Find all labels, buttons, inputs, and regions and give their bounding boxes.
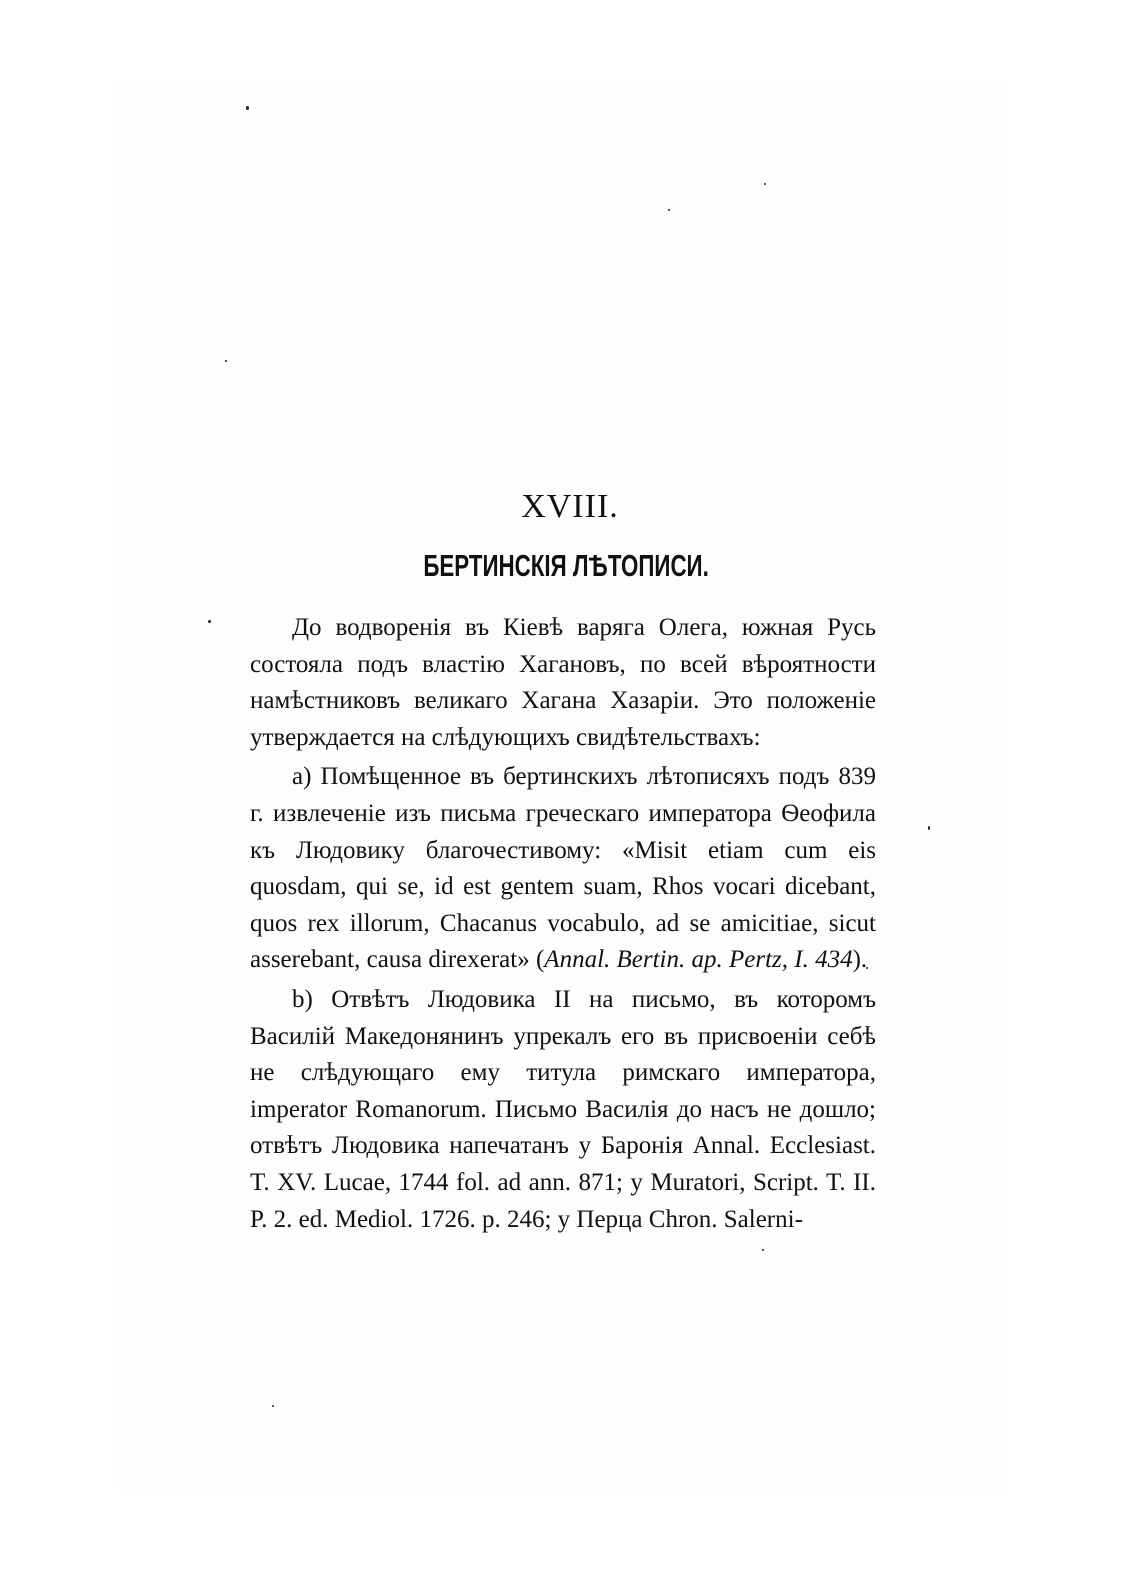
paragraph-text: a) Помѣщенное въ бертинскихъ лѣтописяхъ подъ 839 г. извлеченіе изъ письма греческаго императора Ѳеофила къ Людовику благочестивому: «Misit etiam cum eis quosdam, qui se, id est gentem suam, Rhos vocari dicebant, quos rex illorum, Chacanus vocabulo, ad se amicitiae, sicut asserebant, causa direxerat» ( [250,763,876,974]
citation-reference: Annal. Bertin. ap. Pertz, I. 434 [544,946,853,974]
paragraph-text: До водворенія въ Кіевѣ варяга Олега, южная Русь состояла подъ властію Хагановъ, по всей вѣроятности намѣстниковъ великаго Хагана Хазаріи. Это положеніе утверждается на слѣдующихъ свидѣтельствахъ: [250,614,876,751]
ink-speck [225,360,227,362]
ink-speck [764,183,766,185]
chapter-number: XVIII. [521,488,619,525]
paragraph-text: b) Отвѣтъ Людовика II на письмо, въ которомъ Василій Македонянинъ упрекалъ его въ присвоеніи себѣ не слѣдующаго ему титула римскаго императора, imperator Romanorum. Письмо Василія до насъ не дошло; отвѣтъ Людовика напечатанъ у Баронія Annal. Ecclesiast. T. XV. Lucae, 1744 fol. ad ann. 871; у Muratori, Script. T. II. P. 2. ed. Mediol. 1726. p. 246; у Перца Chron. Salerni- [250,985,876,1233]
paragraph-b [250,982,876,1238]
paragraph-tail: ). [852,946,868,974]
ink-speck [928,826,930,830]
ink-speck [246,106,249,110]
chapter-body [250,610,876,1238]
ink-speck [208,620,211,623]
ink-speck [668,209,670,211]
paragraph-a [250,759,876,979]
chapter-title: БЕРТИНСКІЯ ЛѢТОПИСИ. [423,548,709,583]
paragraph-intro [250,610,876,756]
ink-speck [272,1405,274,1407]
ink-speck [762,1249,764,1251]
